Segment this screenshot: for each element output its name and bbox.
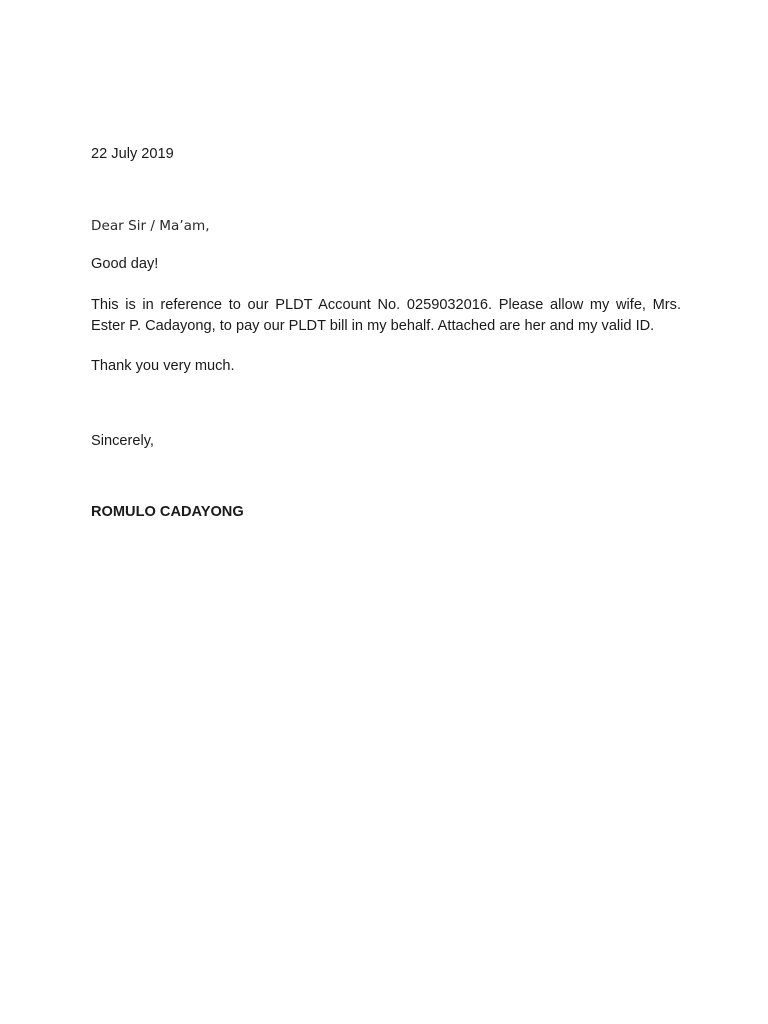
letter-date: 22 July 2019: [91, 146, 174, 162]
letter-closing: Sincerely,: [91, 433, 154, 449]
letter-greeting: Good day!: [91, 256, 159, 272]
letter-thanks: Thank you very much.: [91, 358, 235, 374]
letter-body-paragraph: This is in reference to our PLDT Account No. 0259032016. Please allow my wife, Mrs. Ester P. Cadayong, to pay our PLDT bill in my behalf. Attached are her and my valid ID.: [91, 297, 681, 334]
letter-signatory-name: ROMULO CADAYONG: [91, 504, 244, 520]
letter-salutation: Dear Sir / Ma’am,: [91, 218, 210, 234]
